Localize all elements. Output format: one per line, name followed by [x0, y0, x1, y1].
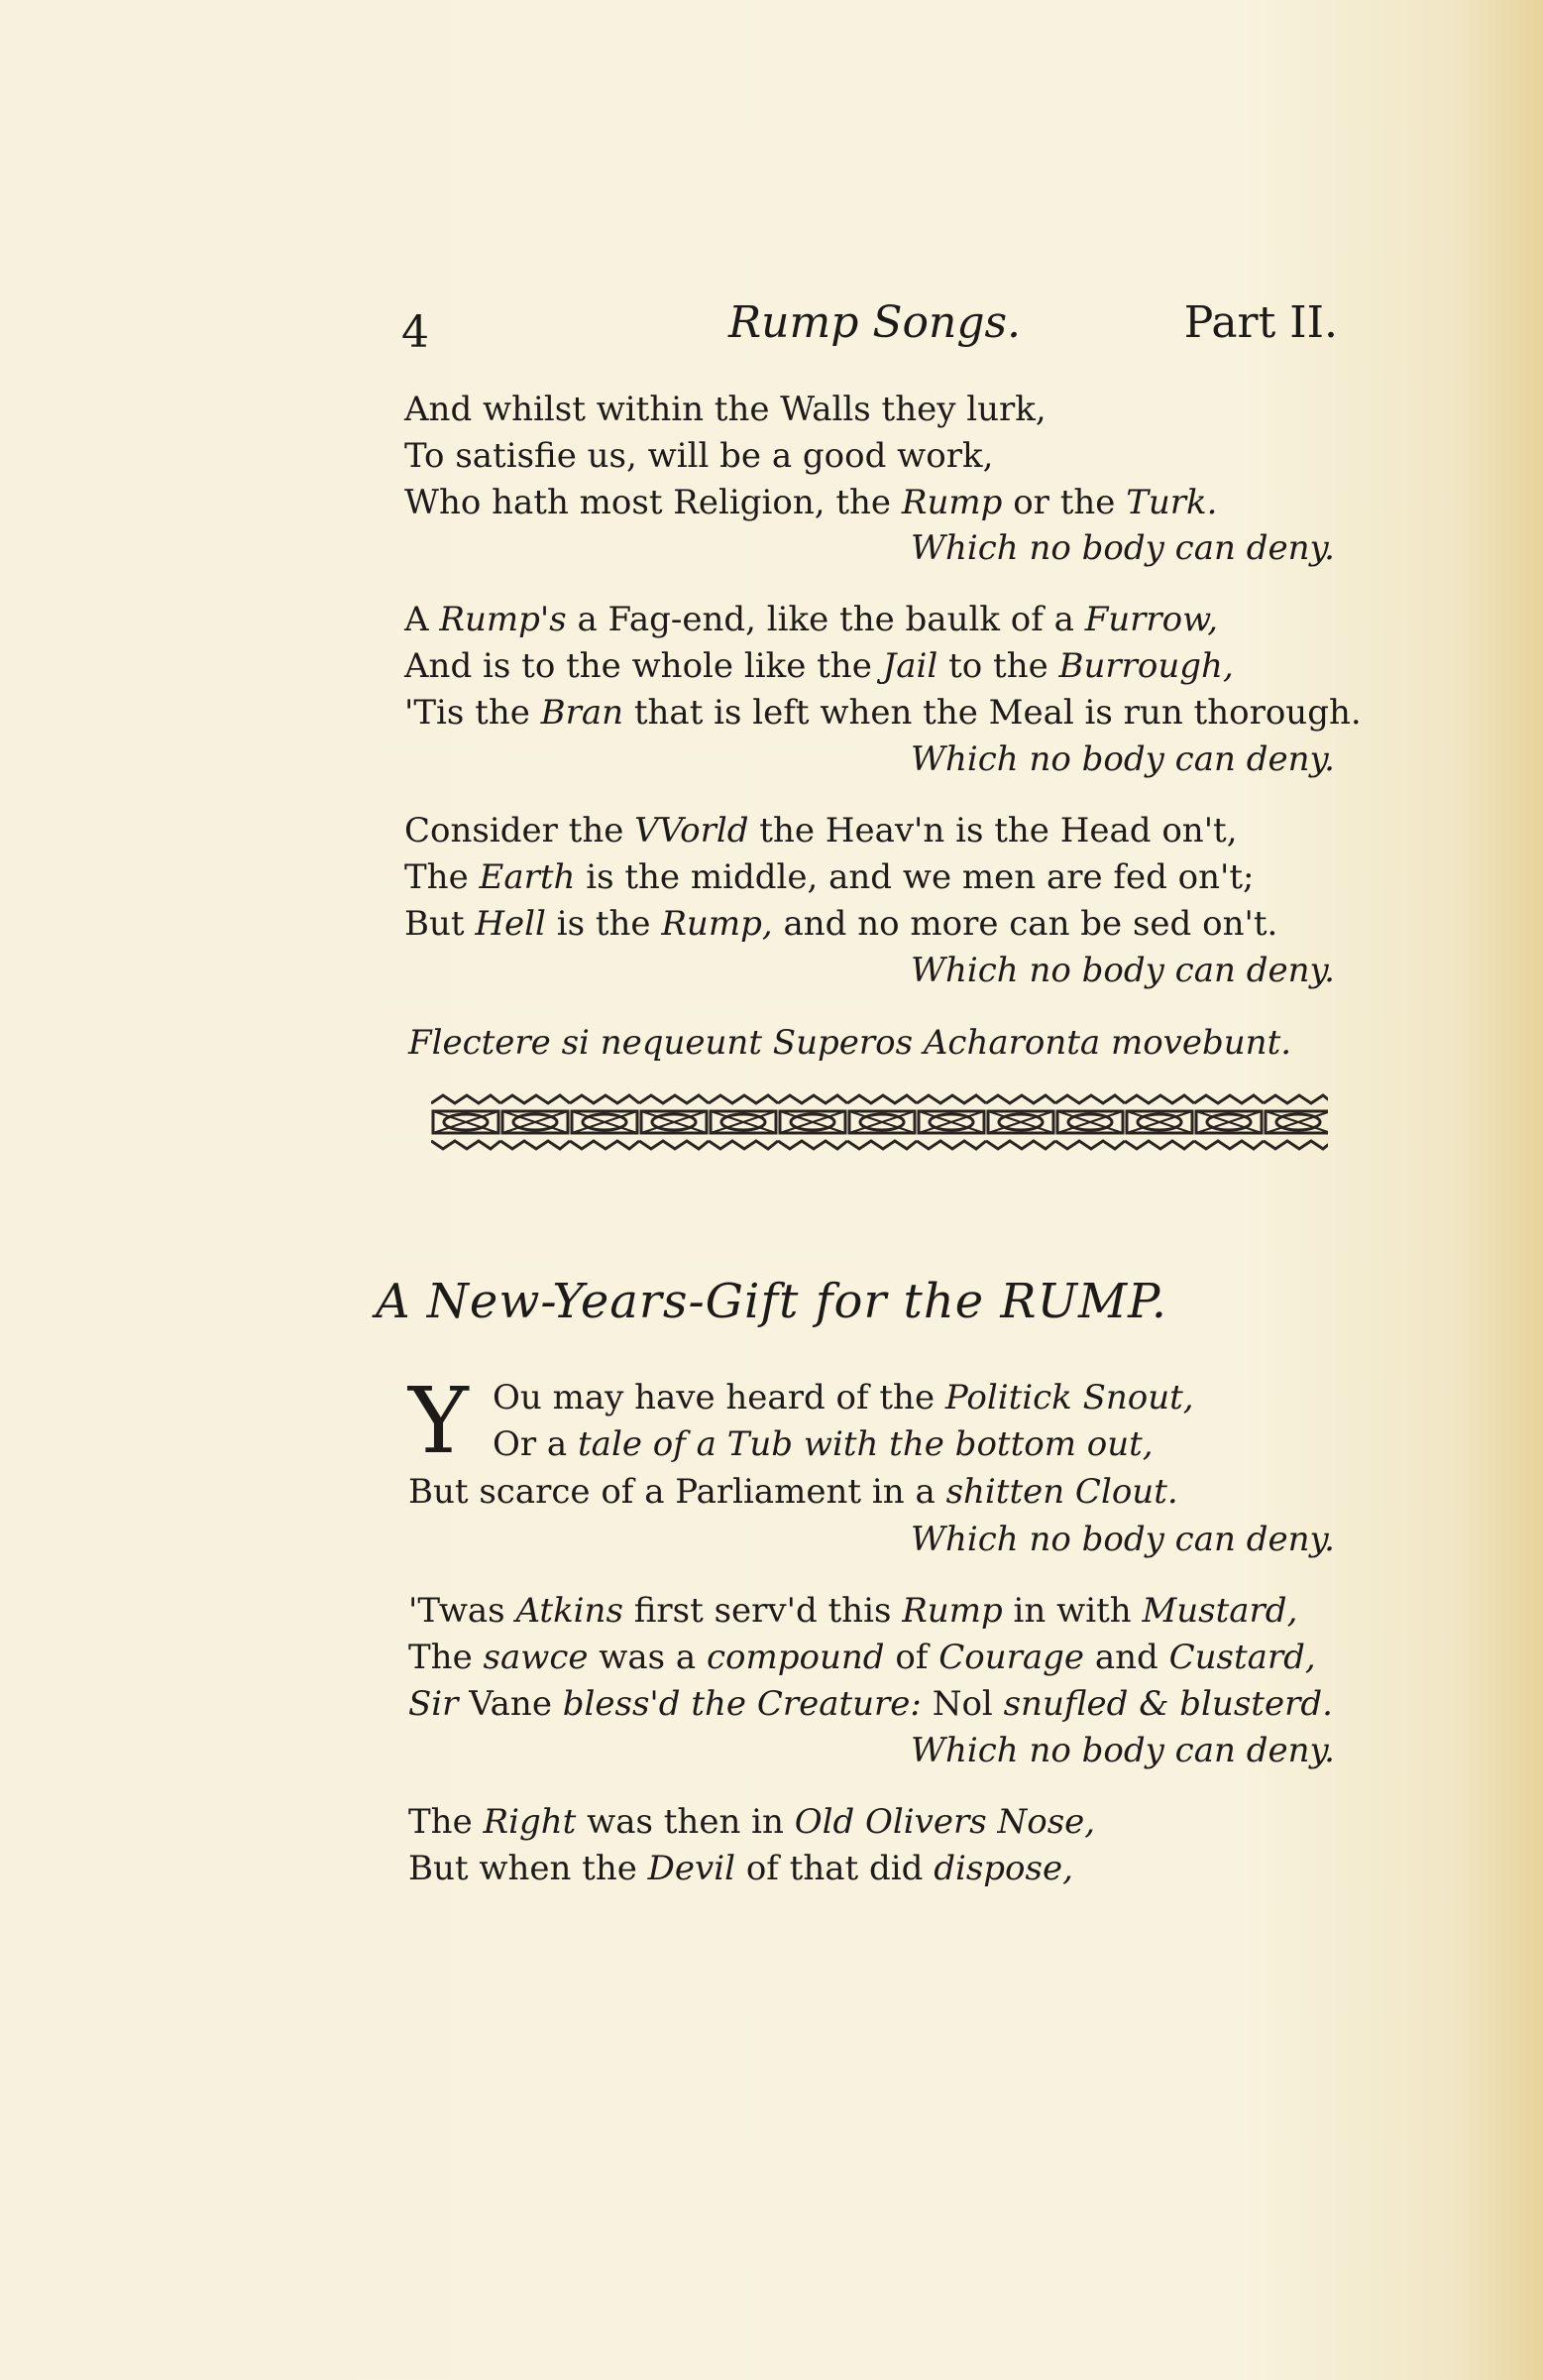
text-segment: A: [404, 600, 440, 639]
italic-segment: Earth: [479, 857, 576, 897]
italic-segment: Right: [483, 1802, 577, 1842]
text-segment: a Fag-end, like the baulk of a: [566, 600, 1085, 639]
text-segment: But: [404, 904, 476, 944]
verse-line: [408, 1638, 1316, 1677]
italic-segment: Rump: [902, 1591, 1003, 1631]
italic-segment: Rump,: [661, 904, 773, 944]
refrain: Which no body can deny.: [911, 739, 1335, 779]
italic-segment: Furrow,: [1084, 600, 1219, 639]
drop-cap: Y: [408, 1368, 469, 1474]
text-segment: Ou may have heard of the: [493, 1378, 945, 1417]
text-segment: Nol: [921, 1684, 1004, 1724]
running-header: [401, 297, 1338, 367]
italic-segment: Courage: [938, 1638, 1085, 1677]
italic-segment: Mustard,: [1142, 1591, 1298, 1631]
text-segment: And is to the whole like the: [404, 646, 883, 686]
verse-line: [408, 1684, 1333, 1724]
text-segment: The: [408, 1638, 484, 1677]
text-segment: of: [884, 1638, 939, 1677]
page-number: 4: [401, 307, 429, 358]
text-segment: Who hath most Religion, the: [404, 483, 902, 522]
italic-segment: Politick Snout,: [944, 1378, 1194, 1417]
verse-line: [404, 857, 1255, 897]
verse-line: [404, 904, 1277, 944]
ornamental-border: [431, 1093, 1328, 1153]
verse-line: [404, 693, 1362, 733]
italic-segment: snufled & blusterd.: [1003, 1684, 1333, 1724]
text-segment: Or a: [493, 1424, 579, 1464]
text-segment: But when the: [408, 1849, 648, 1888]
text-segment: in with: [1002, 1591, 1143, 1631]
italic-segment: Old Olivers Nose,: [794, 1802, 1096, 1842]
italic-segment: sawce: [483, 1638, 589, 1677]
verse-line: [408, 1802, 1095, 1842]
italic-segment: Atkins: [515, 1591, 623, 1631]
refrain: Which no body can deny.: [911, 1731, 1335, 1770]
part-label: Part II.: [1183, 297, 1338, 348]
text-segment: and: [1084, 1638, 1169, 1677]
italic-segment: Custard,: [1168, 1638, 1316, 1677]
text-segment: the Heav'n is the Head on't,: [748, 811, 1238, 850]
italic-segment: Bran: [540, 693, 624, 733]
verse-line: [404, 600, 1218, 639]
italic-segment: bless'd the Creature:: [562, 1684, 922, 1724]
text-segment: that is left when the Meal is run thorough.: [623, 693, 1362, 733]
text-segment: to the: [937, 646, 1059, 686]
text-segment: is the middle, and we men are fed on't;: [575, 857, 1255, 897]
italic-segment: Sir: [408, 1684, 459, 1724]
text-segment: To satisfie us, will be a good work,: [404, 436, 994, 476]
text-segment: But scarce of a Parliament in a: [408, 1472, 946, 1512]
text-segment: The: [408, 1802, 484, 1842]
verse-line: [404, 646, 1234, 686]
italic-segment: Hell: [475, 904, 546, 944]
text-segment: The: [404, 857, 480, 897]
text-segment: or the: [1002, 483, 1127, 522]
refrain: Which no body can deny.: [911, 951, 1335, 990]
italic-segment: shitten Clout.: [945, 1472, 1178, 1512]
text-segment: was then in: [576, 1802, 795, 1842]
text-segment: of that did: [735, 1849, 935, 1888]
verse-line: [408, 1591, 1297, 1631]
italic-segment: Burrough,: [1058, 646, 1234, 686]
text-segment: Vane: [458, 1684, 563, 1724]
text-segment: 'Tis the: [404, 693, 541, 733]
italic-segment: Devil: [647, 1849, 736, 1888]
italic-segment: Jail: [882, 646, 938, 686]
section-title: A New-Years-Gift for the RUMP.: [375, 1274, 1167, 1329]
verse-line: [404, 390, 1047, 429]
verse-line: [404, 811, 1238, 850]
italic-segment: VVorld: [634, 811, 749, 850]
italic-segment: tale of a Tub with the bottom out,: [578, 1424, 1154, 1464]
italic-segment: dispose,: [934, 1849, 1073, 1888]
text-segment: is the: [545, 904, 662, 944]
latin-motto: Flectere si nequeunt Superos Acharonta movebunt.: [408, 1023, 1292, 1063]
text-segment: Consider the: [404, 811, 635, 850]
verse-line: [408, 1472, 1178, 1512]
text-segment: 'Twas: [408, 1591, 516, 1631]
verse-line: [493, 1378, 1194, 1417]
verse-line: [404, 483, 1217, 522]
refrain: Which no body can deny.: [911, 1520, 1335, 1559]
text-segment: first serv'd this: [622, 1591, 903, 1631]
text-segment: and no more can be sed on't.: [772, 904, 1278, 944]
running-title: Rump Songs.: [728, 297, 1022, 348]
italic-segment: compound: [707, 1638, 885, 1677]
text-segment: And whilst within the Walls they lurk,: [404, 390, 1047, 429]
italic-segment: Turk.: [1126, 483, 1218, 522]
italic-segment: Rump: [901, 483, 1003, 522]
refrain: Which no body can deny.: [911, 528, 1335, 568]
verse-line: [493, 1424, 1154, 1464]
verse-line: [408, 1849, 1073, 1888]
text-segment: was a: [588, 1638, 708, 1677]
italic-segment: Rump's: [439, 600, 567, 639]
verse-line: [404, 436, 993, 476]
